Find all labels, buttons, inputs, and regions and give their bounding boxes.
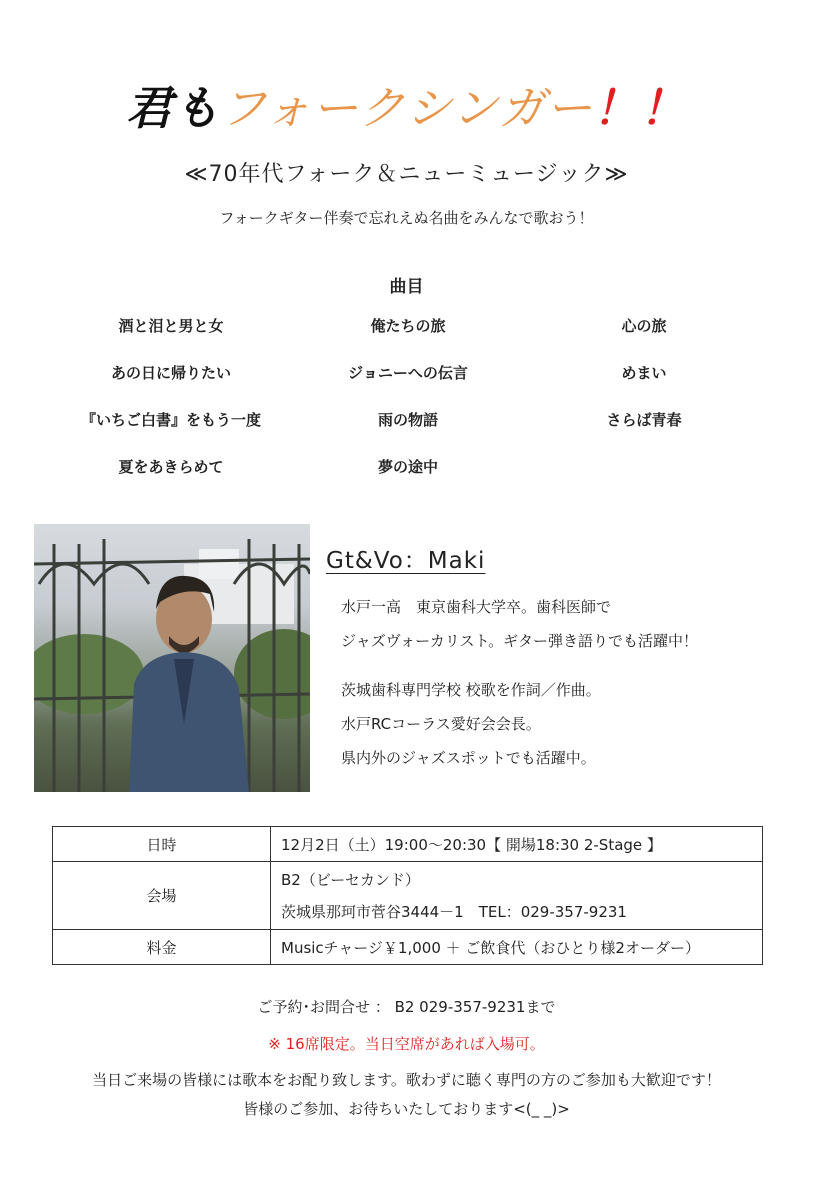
bio-line: 水戸RCコーラス愛好会会長。 xyxy=(341,715,541,733)
song-item: 俺たちの旅 xyxy=(370,317,446,335)
bio-line: 茨城歯科専門学校 校歌を作詞／作曲。 xyxy=(341,681,601,699)
performer-photo-illustration xyxy=(34,524,310,792)
datetime-label: 日時 xyxy=(53,827,271,862)
bio-line: 県内外のジャズスポットでも活躍中。 xyxy=(341,749,596,767)
song-item: 心の旅 xyxy=(621,317,667,335)
subtitle: ≪70年代フォーク＆ニューミュージック≫ xyxy=(184,162,629,187)
bio-line: ジャズヴォーカリスト。ギター弾き語りでも活躍中！ xyxy=(341,632,699,650)
song-item: 夏をあきらめて xyxy=(118,458,224,476)
title-part-1: 君も xyxy=(126,81,221,135)
performer-photo xyxy=(34,524,310,792)
song-item: ジョニーへの伝言 xyxy=(348,364,468,382)
event-info-table xyxy=(52,826,763,965)
title-part-2: フォークシンガー xyxy=(220,81,593,135)
poster-title xyxy=(0,72,813,138)
song-item: 『いちご白書』をもう一度 xyxy=(80,411,261,429)
title-part-3: ！！ xyxy=(592,81,687,135)
song-item: めまい xyxy=(621,364,667,382)
closing-message-1: 当日ご来場の皆様には歌本をお配り致します。歌わずに聴く専門の方のご参加も大歓迎です！ xyxy=(92,1071,721,1089)
tagline: フォークギター伴奏で忘れえぬ名曲をみんなで歌おう！ xyxy=(219,209,594,227)
songs-heading: 曲目 xyxy=(389,277,424,297)
reservation-text: ご予約･お問合せ ： B2 029-357-9231まで xyxy=(257,998,556,1016)
venue-value xyxy=(271,862,763,930)
table-row-datetime xyxy=(53,827,763,862)
bio-line: 水戸一高 東京歯科大学卒。歯科医師で xyxy=(341,598,612,616)
song-item: 雨の物語 xyxy=(377,411,438,429)
song-item: あの日に帰りたい xyxy=(110,364,231,382)
song-item: 酒と泪と男と女 xyxy=(118,317,224,335)
performer-name: Gt&Vo：Maki xyxy=(326,548,486,574)
song-item: さらば青春 xyxy=(606,411,682,429)
table-row-venue xyxy=(53,862,763,930)
venue-address: 茨城県那珂市菅谷3444－1 TEL：029-357-9231 xyxy=(281,902,627,921)
price-value: Musicチャージ￥1,000 ＋ ご飲食代（おひとり様2オーダー） xyxy=(271,930,763,965)
price-label: 料金 xyxy=(53,930,271,965)
song-item: 夢の途中 xyxy=(377,458,438,476)
venue-name: B2（ビーセカンド） xyxy=(281,870,420,889)
closing-message-2: 皆様のご参加、お待ちいたしております<(_ _)> xyxy=(243,1100,570,1118)
seat-notice: ※ 16席限定。当日空席があれば入場可。 xyxy=(268,1035,545,1053)
venue-label: 会場 xyxy=(53,862,271,930)
datetime-value: 12月2日（土）19:00～20:30【 開場18:30 2-Stage 】 xyxy=(271,827,763,862)
table-row-price xyxy=(53,930,763,965)
